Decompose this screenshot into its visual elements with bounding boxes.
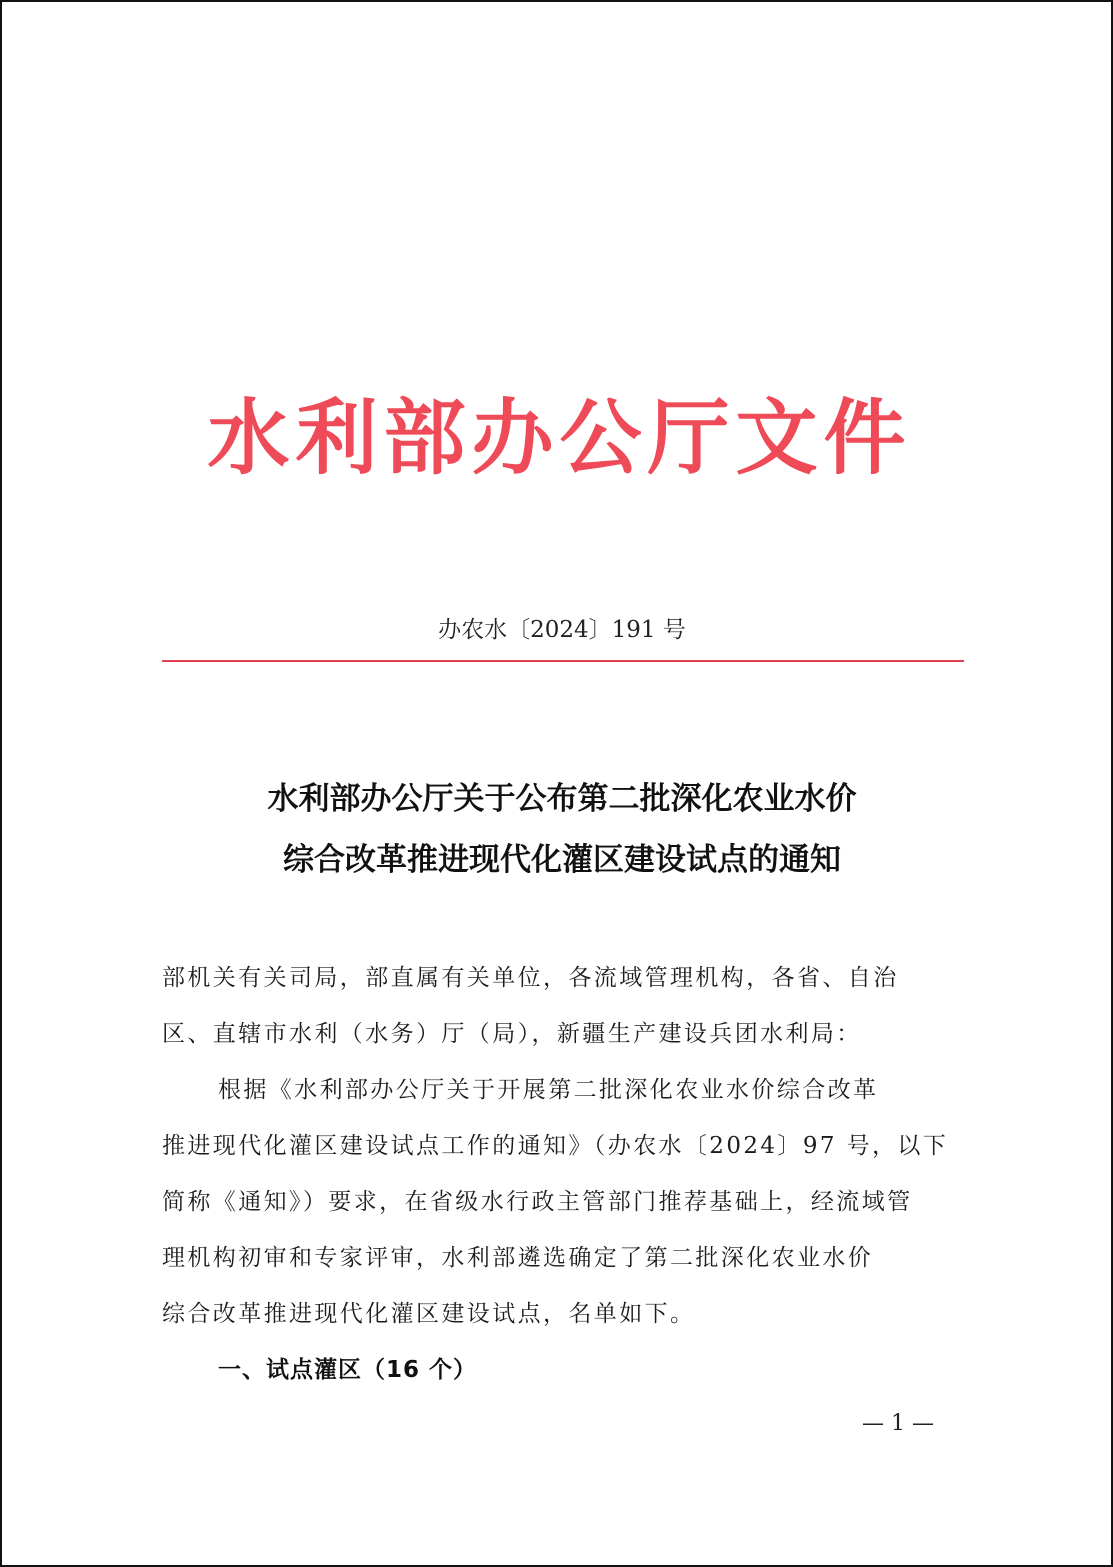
body-line-2: 区、直辖市水利（水务）厅（局），新疆生产建设兵团水利局： [162,1021,862,1047]
body-line-7: 综合改革推进现代化灌区建设试点，名单如下。 [162,1301,696,1327]
body-line-6: 理机构初审和专家评审，水利部遴选确定了第二批深化农业水价 [162,1245,874,1271]
document-header-title: 水利部办公厅文件 [207,391,912,486]
header-divider [162,660,964,662]
section-heading: 一、试点灌区（16 个） [218,1357,478,1383]
document-number: 办农水〔2024〕191 号 [438,617,686,643]
body-line-4: 推进现代化灌区建设试点工作的通知》（办农水〔2024〕97 号，以下 [162,1133,949,1159]
page-number: — 1 — [862,1411,934,1436]
body-line-1: 部机关有关司局，部直属有关单位，各流域管理机构，各省、自治 [162,965,899,991]
body-line-5: 简称《通知》）要求，在省级水行政主管部门推荐基础上，经流域管 [162,1189,913,1215]
notice-title-line-1: 水利部办公厅关于公布第二批深化农业水价 [267,781,857,817]
body-line-3: 根据《水利部办公厅关于开展第二批深化农业水价综合改革 [218,1077,879,1103]
notice-title-line-2: 综合改革推进现代化灌区建设试点的通知 [283,842,841,878]
